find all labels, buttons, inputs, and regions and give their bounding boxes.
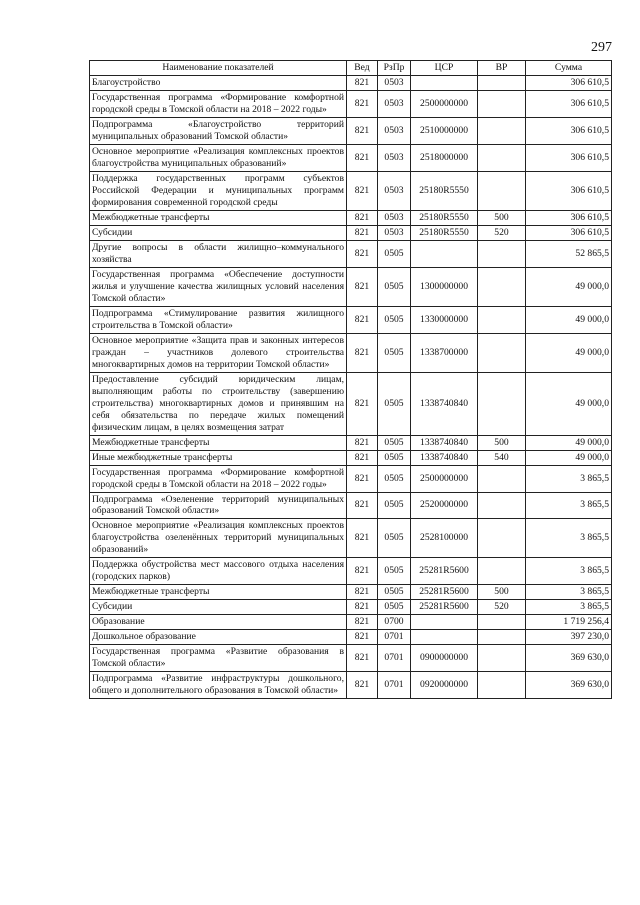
cell-vr: [478, 75, 526, 90]
table-row: [90, 333, 612, 372]
table-row: [90, 75, 612, 90]
cell-sum: 3 865,5: [526, 492, 612, 519]
cell-vr: [478, 672, 526, 699]
cell-ved: 821: [347, 615, 378, 630]
cell-vr: [478, 144, 526, 171]
cell-csr: [411, 615, 478, 630]
cell-rzpr: 0701: [378, 630, 411, 645]
cell-rzpr: 0505: [378, 600, 411, 615]
cell-csr: 1338740840: [411, 450, 478, 465]
cell-vr: 500: [478, 210, 526, 225]
table-row: [90, 450, 612, 465]
cell-rzpr: 0505: [378, 306, 411, 333]
cell-ved: 821: [347, 171, 378, 210]
cell-rzpr: 0505: [378, 492, 411, 519]
cell-csr: 2528100000: [411, 519, 478, 558]
cell-name: Государственная программа «Развитие образования в Томской области»: [90, 645, 347, 672]
cell-sum: 49 000,0: [526, 435, 612, 450]
cell-ved: 821: [347, 372, 378, 435]
cell-sum: 49 000,0: [526, 306, 612, 333]
cell-name: Субсидии: [90, 600, 347, 615]
table-row: [90, 90, 612, 117]
cell-rzpr: 0505: [378, 450, 411, 465]
cell-sum: 49 000,0: [526, 333, 612, 372]
cell-rzpr: 0503: [378, 225, 411, 240]
cell-vr: [478, 465, 526, 492]
cell-name: Межбюджетные трансферты: [90, 210, 347, 225]
cell-rzpr: 0503: [378, 90, 411, 117]
cell-sum: 52 865,5: [526, 240, 612, 267]
cell-csr: 2518000000: [411, 144, 478, 171]
cell-csr: 0920000000: [411, 672, 478, 699]
header-vr: ВР: [478, 61, 526, 76]
cell-ved: 821: [347, 240, 378, 267]
cell-sum: 306 610,5: [526, 90, 612, 117]
table-row: [90, 519, 612, 558]
cell-vr: [478, 306, 526, 333]
table-row: [90, 465, 612, 492]
cell-sum: 306 610,5: [526, 117, 612, 144]
cell-rzpr: 0505: [378, 372, 411, 435]
cell-vr: [478, 645, 526, 672]
cell-sum: 1 719 256,4: [526, 615, 612, 630]
header-name: Наименование показателей: [90, 61, 347, 76]
cell-csr: [411, 240, 478, 267]
cell-name: Государственная программа «Обеспечение доступности жилья и улучшение качества жилищных условий населения Томской области»: [90, 267, 347, 306]
cell-vr: [478, 267, 526, 306]
cell-rzpr: 0503: [378, 210, 411, 225]
cell-vr: [478, 117, 526, 144]
cell-name: Иные межбюджетные трансферты: [90, 450, 347, 465]
table-body: [90, 75, 612, 698]
table-row: [90, 672, 612, 699]
cell-csr: 1330000000: [411, 306, 478, 333]
cell-ved: 821: [347, 558, 378, 585]
cell-ved: 821: [347, 435, 378, 450]
cell-sum: 306 610,5: [526, 210, 612, 225]
cell-vr: [478, 492, 526, 519]
cell-csr: [411, 75, 478, 90]
cell-sum: 3 865,5: [526, 558, 612, 585]
cell-csr: 25180R5550: [411, 210, 478, 225]
cell-sum: 49 000,0: [526, 267, 612, 306]
cell-rzpr: 0505: [378, 558, 411, 585]
cell-rzpr: 0505: [378, 585, 411, 600]
cell-ved: 821: [347, 465, 378, 492]
cell-sum: 397 230,0: [526, 630, 612, 645]
cell-csr: 25281R5600: [411, 558, 478, 585]
cell-vr: [478, 519, 526, 558]
cell-sum: 369 630,0: [526, 672, 612, 699]
cell-rzpr: 0503: [378, 144, 411, 171]
table-row: [90, 615, 612, 630]
cell-vr: 520: [478, 600, 526, 615]
table-row: [90, 210, 612, 225]
cell-ved: 821: [347, 492, 378, 519]
cell-name: Межбюджетные трансферты: [90, 435, 347, 450]
cell-vr: 540: [478, 450, 526, 465]
cell-csr: 2500000000: [411, 465, 478, 492]
cell-name: Предоставление субсидий юридическим лицам, выполняющим работы по строительству (завершению строительства) многоквартирных домов и принявшим на себя обязательства по передаче жилых помещений физическим лицам, в целях возмещения затрат: [90, 372, 347, 435]
cell-vr: [478, 372, 526, 435]
cell-name: Другие вопросы в области жилищно–коммунального хозяйства: [90, 240, 347, 267]
cell-ved: 821: [347, 210, 378, 225]
cell-name: Основное мероприятие «Реализация комплексных проектов благоустройства озеленённых территорий муниципальных образований»: [90, 519, 347, 558]
cell-vr: 500: [478, 585, 526, 600]
header-ved: Вед: [347, 61, 378, 76]
cell-ved: 821: [347, 645, 378, 672]
table-row: [90, 306, 612, 333]
cell-name: Поддержка государственных программ субъектов Российской Федерации и муниципальных программ формирования современной городской среды: [90, 171, 347, 210]
table-row: [90, 645, 612, 672]
cell-ved: 821: [347, 519, 378, 558]
cell-ved: 821: [347, 75, 378, 90]
cell-rzpr: 0505: [378, 435, 411, 450]
cell-ved: 821: [347, 585, 378, 600]
cell-sum: 3 865,5: [526, 585, 612, 600]
cell-name: Благоустройство: [90, 75, 347, 90]
table-row: [90, 117, 612, 144]
cell-ved: 821: [347, 306, 378, 333]
cell-csr: 2510000000: [411, 117, 478, 144]
cell-rzpr: 0505: [378, 333, 411, 372]
cell-name: Подпрограмма «Развитие инфраструктуры дошкольного, общего и дополнительного образования в Томской области»: [90, 672, 347, 699]
table-row: [90, 171, 612, 210]
cell-name: Межбюджетные трансферты: [90, 585, 347, 600]
cell-sum: 3 865,5: [526, 519, 612, 558]
cell-rzpr: 0505: [378, 240, 411, 267]
cell-csr: 1338740840: [411, 372, 478, 435]
cell-name: Дошкольное образование: [90, 630, 347, 645]
cell-ved: 821: [347, 672, 378, 699]
cell-ved: 821: [347, 225, 378, 240]
cell-csr: 2500000000: [411, 90, 478, 117]
cell-sum: 49 000,0: [526, 450, 612, 465]
cell-rzpr: 0701: [378, 672, 411, 699]
cell-vr: [478, 558, 526, 585]
table-row: [90, 225, 612, 240]
cell-vr: [478, 171, 526, 210]
cell-csr: 1338700000: [411, 333, 478, 372]
cell-sum: 306 610,5: [526, 225, 612, 240]
cell-name: Основное мероприятие «Защита прав и законных интересов граждан – участников долевого строительства многоквартирных домов на территории Томской области»: [90, 333, 347, 372]
cell-sum: 49 000,0: [526, 372, 612, 435]
cell-name: Субсидии: [90, 225, 347, 240]
cell-name: Подпрограмма «Стимулирование развития жилищного строительства в Томской области»: [90, 306, 347, 333]
cell-rzpr: 0503: [378, 117, 411, 144]
table-row: [90, 492, 612, 519]
cell-sum: 3 865,5: [526, 600, 612, 615]
cell-sum: 3 865,5: [526, 465, 612, 492]
cell-sum: 306 610,5: [526, 171, 612, 210]
table-row: [90, 267, 612, 306]
cell-csr: [411, 630, 478, 645]
cell-name: Подпрограмма «Благоустройство территорий муниципальных образований Томской области»: [90, 117, 347, 144]
table-row: [90, 630, 612, 645]
page-number: 297: [591, 40, 612, 55]
table-header-row: [90, 61, 612, 76]
cell-name: Основное мероприятие «Реализация комплексных проектов благоустройства муниципальных образований»: [90, 144, 347, 171]
cell-name: Поддержка обустройства мест массового отдыха населения (городских парков): [90, 558, 347, 585]
cell-rzpr: 0505: [378, 267, 411, 306]
cell-vr: [478, 615, 526, 630]
header-sum: Сумма: [526, 61, 612, 76]
cell-ved: 821: [347, 333, 378, 372]
table-row: [90, 600, 612, 615]
cell-ved: 821: [347, 630, 378, 645]
cell-name: Подпрограмма «Озеленение территорий муниципальных образований Томской области»: [90, 492, 347, 519]
header-csr: ЦСР: [411, 61, 478, 76]
table-row: [90, 435, 612, 450]
cell-ved: 821: [347, 450, 378, 465]
table-row: [90, 144, 612, 171]
table-row: [90, 558, 612, 585]
cell-sum: 306 610,5: [526, 75, 612, 90]
cell-ved: 821: [347, 90, 378, 117]
budget-table: [89, 60, 612, 699]
cell-csr: 1338740840: [411, 435, 478, 450]
cell-rzpr: 0503: [378, 75, 411, 90]
cell-rzpr: 0701: [378, 645, 411, 672]
cell-vr: 520: [478, 225, 526, 240]
cell-csr: 1300000000: [411, 267, 478, 306]
cell-csr: 25281R5600: [411, 585, 478, 600]
cell-name: Государственная программа «Формирование комфортной городской среды в Томской области на 2018 – 2022 годы»: [90, 90, 347, 117]
cell-vr: [478, 333, 526, 372]
cell-name: Образование: [90, 615, 347, 630]
cell-csr: 25281R5600: [411, 600, 478, 615]
header-rzpr: РзПр: [378, 61, 411, 76]
cell-ved: 821: [347, 117, 378, 144]
cell-csr: 25180R5550: [411, 225, 478, 240]
cell-csr: 25180R5550: [411, 171, 478, 210]
cell-csr: 2520000000: [411, 492, 478, 519]
cell-rzpr: 0505: [378, 465, 411, 492]
cell-vr: 500: [478, 435, 526, 450]
cell-csr: 0900000000: [411, 645, 478, 672]
table-row: [90, 585, 612, 600]
table-row: [90, 372, 612, 435]
cell-ved: 821: [347, 144, 378, 171]
cell-ved: 821: [347, 600, 378, 615]
cell-vr: [478, 90, 526, 117]
cell-sum: 306 610,5: [526, 144, 612, 171]
cell-vr: [478, 240, 526, 267]
cell-rzpr: 0503: [378, 171, 411, 210]
cell-vr: [478, 630, 526, 645]
cell-rzpr: 0505: [378, 519, 411, 558]
cell-rzpr: 0700: [378, 615, 411, 630]
cell-name: Государственная программа «Формирование комфортной городской среды в Томской области на 2018 – 2022 годы»: [90, 465, 347, 492]
cell-sum: 369 630,0: [526, 645, 612, 672]
cell-ved: 821: [347, 267, 378, 306]
table-row: [90, 240, 612, 267]
